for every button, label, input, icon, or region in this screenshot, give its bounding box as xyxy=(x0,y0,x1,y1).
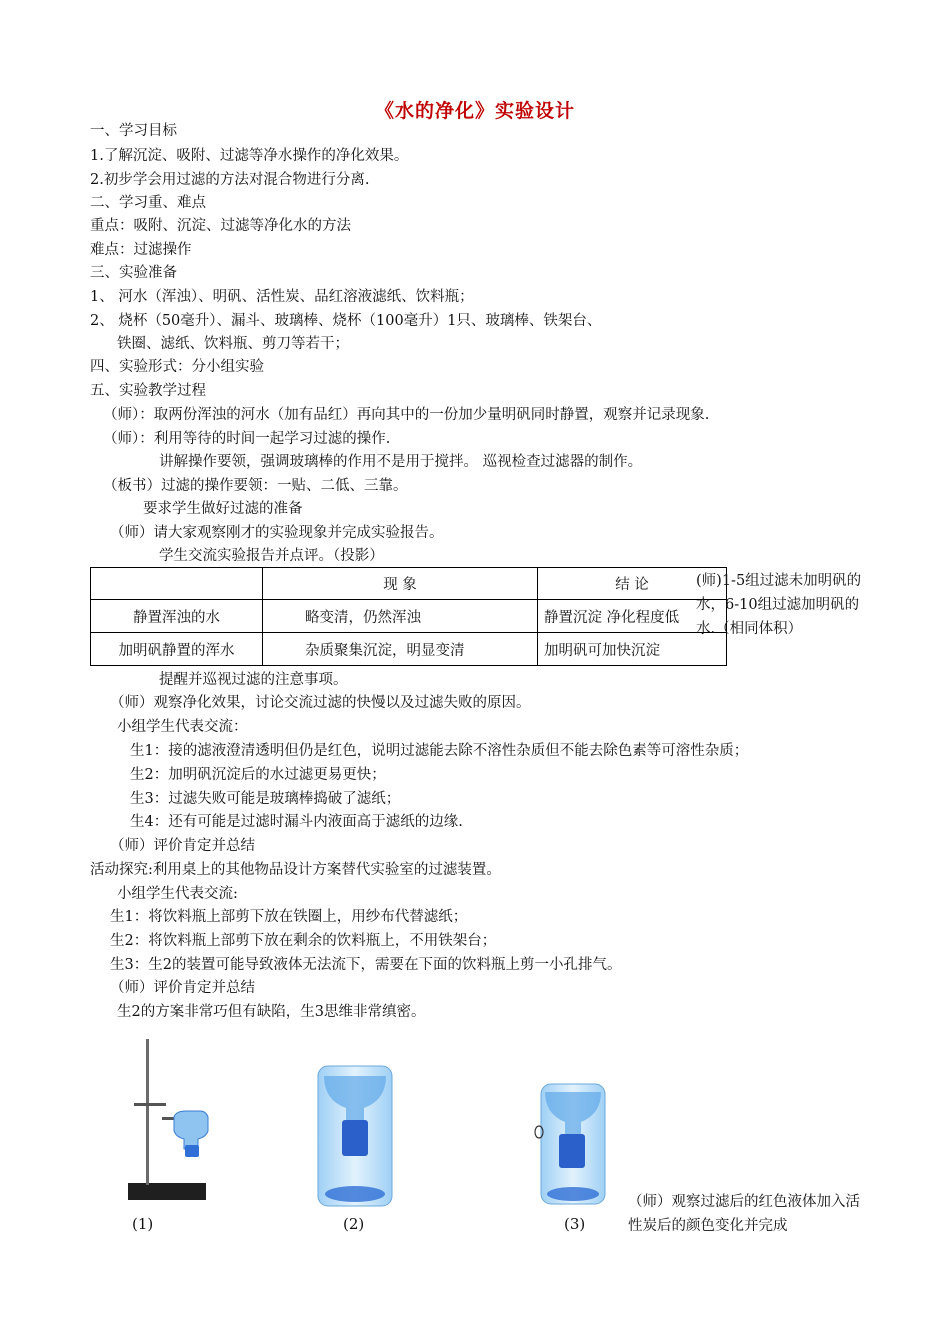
table-header-conclusion: 结 论 xyxy=(538,568,727,600)
vented-bottle-filter-image xyxy=(531,1080,613,1208)
table-row xyxy=(91,600,727,633)
paragraph: 生2：将饮料瓶上部剪下放在剩余的饮料瓶上，不用铁架台； xyxy=(110,933,497,949)
paragraph: 2、 烧杯（50毫升）、漏斗、玻璃棒、烧杯（100毫升）1只、玻璃棒、铁架台、 xyxy=(90,313,602,329)
paragraph: 学生交流实验报告并点评。（投影） xyxy=(159,548,384,564)
paragraph: 小组学生代表交流： xyxy=(117,719,248,735)
paragraph: 讲解操作要领，强调玻璃棒的作用不是用于搅拌。 巡视检查过滤器的制作。 xyxy=(159,454,643,470)
experiment-report-table xyxy=(90,567,727,666)
figure-note: （师）观察过滤后的红色液体加入活性炭后的颜色变化并完成 xyxy=(628,1194,860,1234)
section-heading: 四、实验形式：分小组实验 xyxy=(90,359,264,375)
table-cell: 略变清，仍然浑浊 xyxy=(263,600,538,633)
figure-caption-2: (2) xyxy=(343,1215,365,1233)
paragraph: 活动探究:利用桌上的其他物品设计方案替代实验室的过滤装置。 xyxy=(90,862,501,878)
paragraph: （师）观察净化效果，讨论交流过滤的快慢以及过滤失败的原因。 xyxy=(110,695,531,711)
paragraph: 提醒并巡视过滤的注意事项。 xyxy=(159,672,348,688)
table-cell: 静置沉淀 净化程度低 xyxy=(538,600,727,633)
paragraph: 生4：还有可能是过滤时漏斗内液面高于滤纸的边缘. xyxy=(130,814,463,830)
paragraph: 难点：过滤操作 xyxy=(90,242,192,258)
paragraph: 生1：将饮料瓶上部剪下放在铁圈上，用纱布代替滤纸； xyxy=(110,909,468,925)
paragraph: 2.初步学会用过滤的方法对混合物进行分离. xyxy=(90,172,370,188)
paragraph: （师）评价肯定并总结 xyxy=(110,980,255,996)
figure-caption-3: (3) xyxy=(564,1215,586,1233)
paragraph: 生2：加明矾沉淀后的水过滤更易更快； xyxy=(130,767,386,783)
section-heading: 三、实验准备 xyxy=(90,265,177,281)
section-heading: 一、学习目标 xyxy=(90,123,177,139)
paragraph: 生3：生2的装置可能导致液体无法流下，需要在下面的饮料瓶上剪一小孔排气。 xyxy=(110,957,622,973)
section-heading: 二、学习重、难点 xyxy=(90,195,206,211)
paragraph: （板书）过滤的操作要领：一贴、二低、三靠。 xyxy=(103,478,408,494)
paragraph: （师）评价肯定并总结 xyxy=(110,838,255,854)
paragraph: 生1：接的滤液澄清透明但仍是红色，说明过滤能去除不溶性杂质但不能去除色素等可溶性杂质； xyxy=(130,743,749,759)
figure-caption-1: (1) xyxy=(132,1215,154,1233)
paragraph: 生2的方案非常巧但有缺陷，生3思维非常缜密。 xyxy=(117,1004,426,1020)
paragraph: 生3：过滤失败可能是玻璃棒捣破了滤纸； xyxy=(130,791,401,807)
table-header-phenomenon: 现 象 xyxy=(263,568,538,600)
paragraph: 铁圈、滤纸、饮料瓶、剪刀等若干； xyxy=(117,336,349,352)
paragraph: 要求学生做好过滤的准备 xyxy=(143,501,303,517)
table-cell: 杂质聚集沉淀，明显变清 xyxy=(263,633,538,666)
paragraph: 1、 河水（浑浊）、明矾、活性炭、品红溶液滤纸、饮料瓶； xyxy=(90,289,474,305)
iron-stand-filter-image xyxy=(114,1035,219,1205)
document-title: 《水的净化》实验设计 xyxy=(374,100,575,122)
side-note: (师)1-5组过滤未加明矾的水，6-10组过滤加明矾的水.（相同体积） xyxy=(696,573,862,637)
paragraph: 1.了解沉淀、吸附、过滤等净水操作的净化效果。 xyxy=(90,148,409,164)
table-cell: 静置浑浊的水 xyxy=(91,600,263,633)
paragraph: （师）：利用等待的时间一起学习过滤的操作. xyxy=(103,431,391,447)
paragraph: （师）请大家观察刚才的实验现象并完成实验报告。 xyxy=(110,525,444,541)
paragraph: 小组学生代表交流: xyxy=(117,886,238,902)
bottle-filter-image xyxy=(310,1062,400,1210)
table-cell xyxy=(91,568,263,600)
paragraph: （师）：取两份浑浊的河水（加有品红）再向其中的一份加少量明矾同时静置，观察并记录现象. xyxy=(103,407,710,423)
paragraph: 重点：吸附、沉淀、过滤等净化水的方法 xyxy=(90,218,351,234)
section-heading: 五、实验教学过程 xyxy=(90,383,206,399)
table-header-row xyxy=(91,568,727,600)
table-cell: 加明矾可加快沉淀 xyxy=(538,633,727,666)
table-row xyxy=(91,633,727,666)
table-cell: 加明矾静置的浑水 xyxy=(91,633,263,666)
